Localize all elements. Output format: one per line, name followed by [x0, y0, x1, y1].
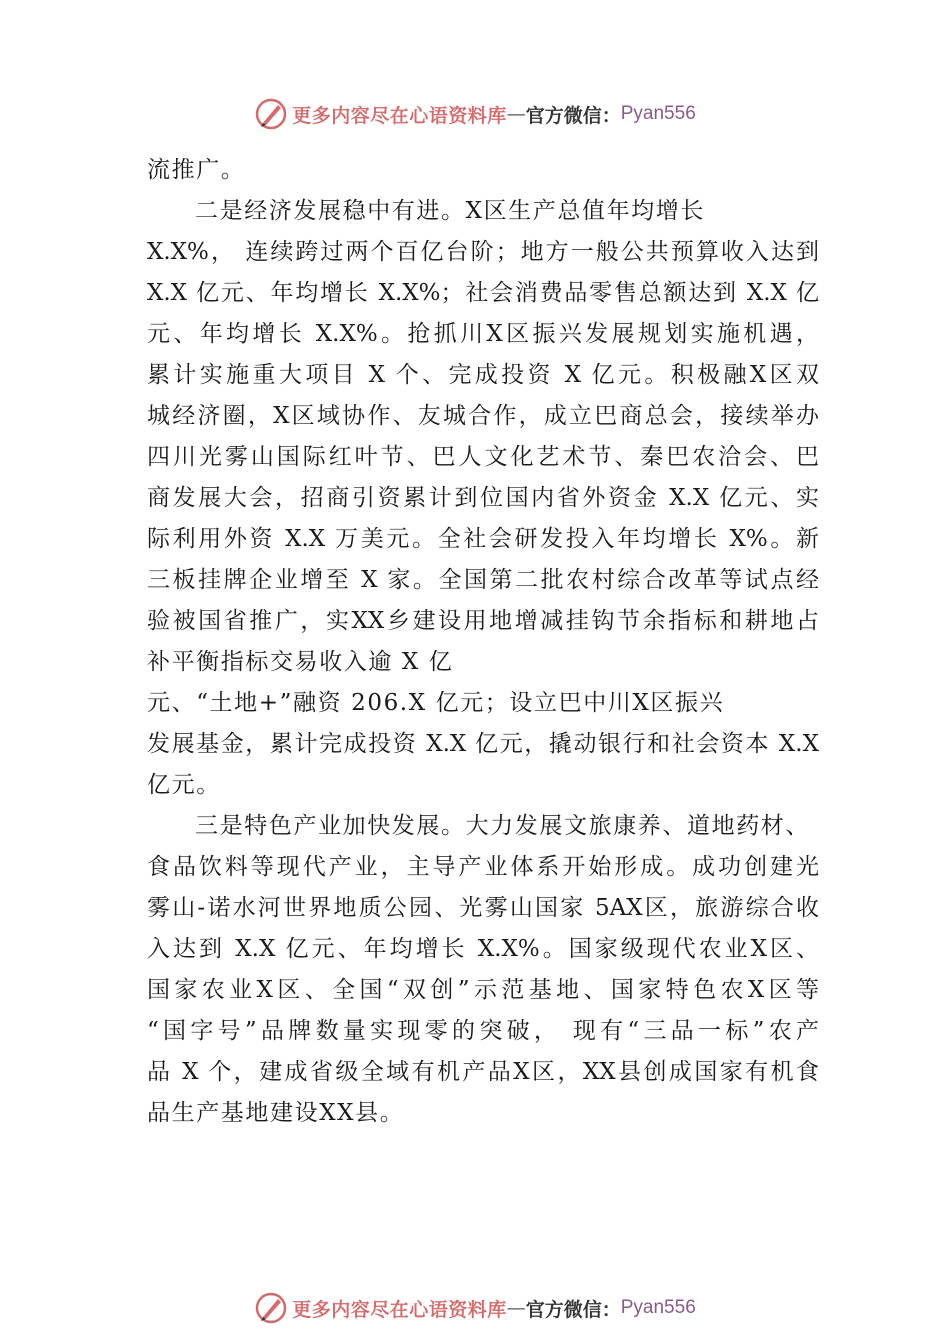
text-line: X.X%， 连续跨过两个百亿台阶；地方一般公共预算收入达到 [147, 239, 819, 265]
text-line: 验被国省推广，实XX乡建设用地增减挂钩节余指标和耕地占 [147, 608, 819, 634]
text-line: 城经济圈，X区域协作、友城合作，成立巴商总会，接续举办 [147, 403, 819, 429]
pen-logo-icon [254, 97, 288, 131]
footer-wechat-id: Pyan556 [620, 1297, 696, 1318]
header-banner [0, 94, 950, 134]
text-line: 际利用外资 X.X 万美元。全社会研发投入年均增长 X%。新 [147, 526, 819, 552]
text-line: 入达到 X.X 亿元、年均增长 X.X%。国家级现代农业X区、 [147, 936, 819, 962]
footer-banner [0, 1288, 950, 1328]
header-brand: 更多内容尽在心语资料库 [292, 104, 507, 127]
text-line: 流推广。 [147, 157, 246, 183]
text-line: X.X 亿元、年均增长 X.X%；社会消费品零售总额达到 X.X 亿 [147, 280, 819, 306]
text-line: 品 X 个，建成省级全域有机产品X区，XX县创成国家有机食 [147, 1059, 819, 1085]
text-line: 累计实施重大项目 X 个、完成投资 X 亿元。积极融X区双 [147, 362, 819, 388]
text-line: 二是经济发展稳中有进。X区生产总值年均增长 [195, 198, 705, 224]
footer-wechat-label: 官方微信： [525, 1298, 621, 1321]
footer-separator: — [506, 1297, 526, 1319]
text-line: 亿元。 [147, 772, 221, 798]
text-line: 四川光雾山国际红叶节、巴人文化艺术节、秦巴农洽会、巴 [147, 444, 819, 470]
document-body [147, 150, 819, 1134]
text-line: “国字号”品牌数量实现零的突破， 现有“三品一标”农产 [147, 1018, 819, 1044]
pen-logo-icon [254, 1291, 288, 1325]
text-line: 元、年均增长 X.X%。抢抓川X区振兴发展规划实施机遇， [147, 321, 819, 347]
text-line: 元、“土地+”融资 206.X 亿元；设立巴中川X区振兴 [147, 690, 725, 716]
header-separator: — [506, 103, 526, 125]
text-line: 三是特色产业加快发展。大力发展文旅康养、道地药材、 [195, 813, 810, 839]
text-line: 品生产基地建设XX县。 [147, 1100, 405, 1126]
header-wechat-id: Pyan556 [620, 103, 696, 124]
text-line: 商发展大会，招商引资累计到位国内省外资金 X.X 亿元、实 [147, 485, 819, 511]
text-line: 国家农业X区、全国“双创”示范基地、国家特色农X区等 [147, 977, 819, 1003]
header-wechat-label: 官方微信： [525, 104, 621, 127]
text-line: 发展基金，累计完成投资 X.X 亿元，撬动银行和社会资本 X.X [147, 731, 819, 757]
footer-brand: 更多内容尽在心语资料库 [292, 1298, 507, 1321]
text-line: 补平衡指标交易收入逾 X 亿 [147, 649, 454, 675]
text-line: 雾山-诺水河世界地质公园、光雾山国家 5AX区，旅游综合收 [147, 895, 819, 921]
text-line: 三板挂牌企业增至 X 家。全国第二批农村综合改革等试点经 [147, 567, 819, 593]
text-line: 食品饮料等现代产业，主导产业体系开始形成。成功创建光 [147, 854, 819, 880]
